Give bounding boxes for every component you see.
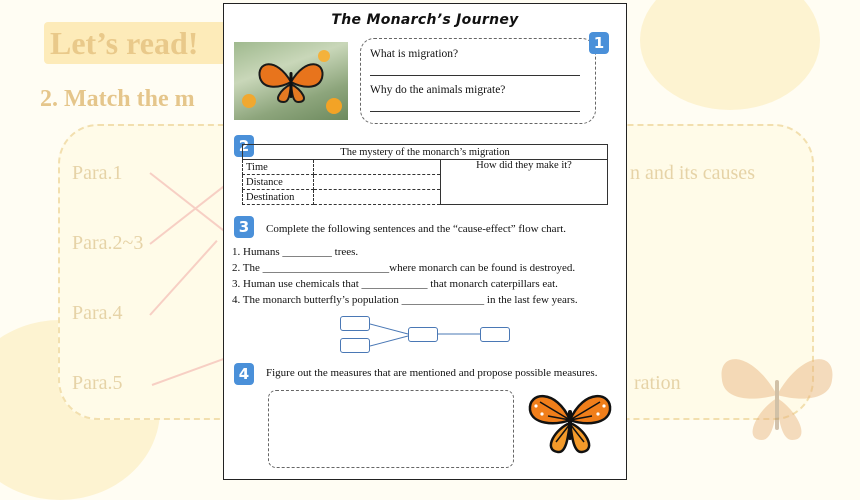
section-1-badge: 1 <box>589 32 609 54</box>
table-title: The mystery of the monarch’s migration <box>243 145 608 160</box>
sentence-4: 4. The monarch butterfly’s population _______________ in the last few years. <box>232 294 578 306</box>
answer-line[interactable] <box>370 111 580 112</box>
measures-answer-box[interactable] <box>268 390 514 468</box>
flow-box-cause-2[interactable] <box>340 338 370 353</box>
sentence-3: 3. Human use chemicals that ____________ that monarch caterpillars eat. <box>232 278 558 290</box>
answer-line[interactable] <box>370 75 580 76</box>
table-cell[interactable] <box>314 190 441 205</box>
para-label-4: Para.5 <box>72 372 123 394</box>
question-migration: What is migration? <box>370 48 459 60</box>
migration-table <box>242 144 608 205</box>
question-why-migrate: Why do the animals migrate? <box>370 84 506 96</box>
monarch-butterfly-icon <box>526 390 614 456</box>
match-text-1: n and its causes <box>630 162 755 184</box>
sentence-2: 2. The _______________________where monarch can be found is destroyed. <box>232 262 576 274</box>
section-2-badge: 2 <box>234 135 254 157</box>
match-text-2: ration <box>634 372 681 394</box>
table-cell[interactable] <box>314 175 441 190</box>
flow-arrows <box>370 318 482 354</box>
section-3-badge: 3 <box>234 216 254 238</box>
worksheet-title: The Monarch’s Journey <box>331 12 519 28</box>
row-label-time: Time <box>243 160 314 175</box>
sentence-1: 1. Humans _________ trees. <box>232 246 359 258</box>
butterfly-watermark-icon <box>712 340 842 450</box>
worksheet <box>223 3 627 480</box>
row-label-distance: Distance <box>243 175 314 190</box>
flow-box-effect[interactable] <box>480 327 510 342</box>
slide-title: Let’s read! <box>44 22 410 64</box>
section-4-badge: 4 <box>234 363 254 385</box>
slide-subtitle: 2. Match the m <box>40 86 195 112</box>
section-3-instruction: Complete the following sentences and the “cause-effect” flow chart. <box>266 223 567 235</box>
how-did-they-make-it[interactable]: How did they make it? <box>441 160 608 205</box>
butterfly-photo <box>234 42 348 120</box>
para-label-2: Para.2~3 <box>72 232 144 254</box>
para-label-3: Para.4 <box>72 302 123 324</box>
table-cell[interactable] <box>314 160 441 175</box>
section-4-instruction: Figure out the measures that are mentioned and propose possible measures. <box>266 367 598 379</box>
flow-box-cause-1[interactable] <box>340 316 370 331</box>
background-blob <box>640 0 820 110</box>
para-label-1: Para.1 <box>72 162 123 184</box>
row-label-destination: Destination <box>243 190 314 205</box>
